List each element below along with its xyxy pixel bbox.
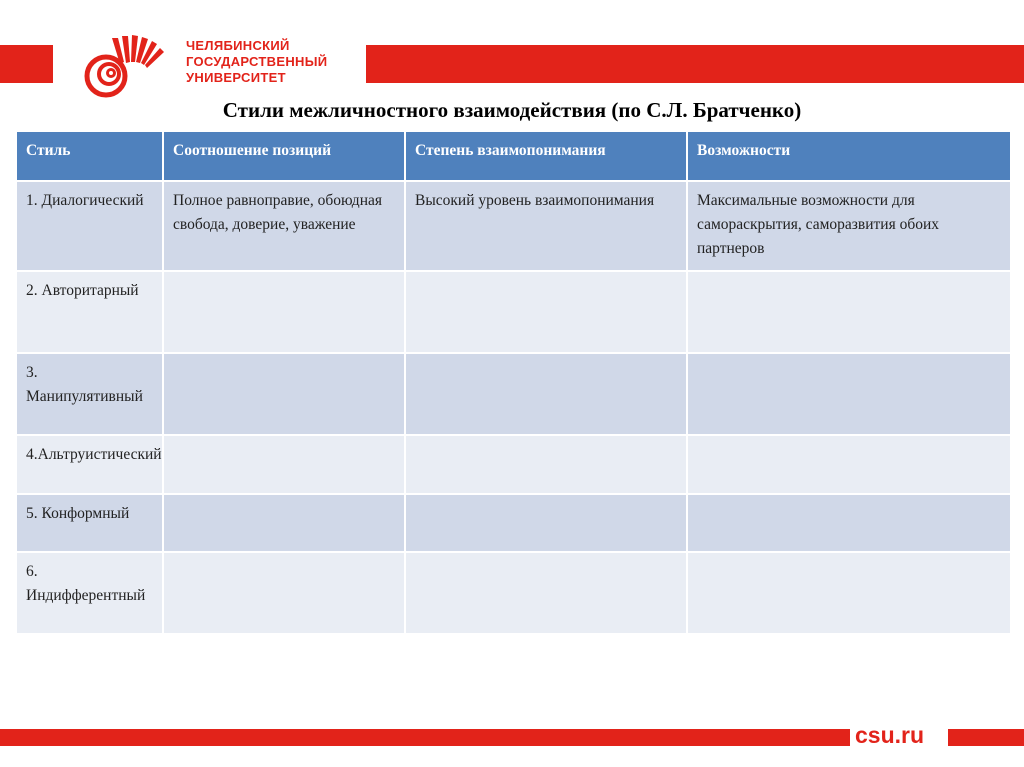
university-name-line-3: УНИВЕРСИТЕТ bbox=[186, 70, 286, 85]
table-row bbox=[17, 182, 1010, 270]
table-cell: 2. Авторитарный bbox=[17, 272, 162, 352]
table-row bbox=[17, 272, 1010, 352]
table-cell: Высокий уровень взаимопонимания bbox=[406, 182, 686, 270]
table-cell: 6. Индифферентный bbox=[17, 553, 162, 633]
top-red-bar-right bbox=[366, 45, 1024, 83]
table-header-row bbox=[17, 132, 1010, 180]
table-cell bbox=[688, 553, 1010, 633]
column-header-style: Стиль bbox=[17, 132, 162, 180]
table-row bbox=[17, 436, 1010, 493]
table-cell bbox=[164, 495, 404, 551]
column-header-possibilities: Возможности bbox=[688, 132, 1010, 180]
table-cell bbox=[164, 272, 404, 352]
bottom-red-bar-right bbox=[948, 729, 1024, 746]
table-cell bbox=[164, 553, 404, 633]
table-cell bbox=[406, 436, 686, 493]
site-url: csu.ru bbox=[855, 722, 925, 748]
university-name-line-1: ЧЕЛЯБИНСКИЙ bbox=[186, 38, 290, 53]
table-cell: 1. Диалогический bbox=[17, 182, 162, 270]
university-name bbox=[186, 38, 327, 86]
table-cell bbox=[164, 354, 404, 434]
table-row bbox=[17, 495, 1010, 551]
styles-table bbox=[15, 130, 1012, 635]
table-cell: Максимальные возможности для самораскрытия, саморазвития обоих партнеров bbox=[688, 182, 1010, 270]
table-cell bbox=[406, 495, 686, 551]
table-cell bbox=[406, 272, 686, 352]
column-header-positions: Соотношение позиций bbox=[164, 132, 404, 180]
table-cell: 5. Конформный bbox=[17, 495, 162, 551]
university-name-line-2: ГОСУДАРСТВЕННЫЙ bbox=[186, 54, 328, 69]
table-row bbox=[17, 553, 1010, 633]
top-red-bar-left bbox=[0, 45, 53, 83]
table-cell: 4.Альтруистический bbox=[17, 436, 162, 493]
university-logo-icon bbox=[82, 32, 174, 98]
table-cell bbox=[688, 272, 1010, 352]
table-cell bbox=[406, 354, 686, 434]
table-cell bbox=[164, 436, 404, 493]
table-row bbox=[17, 354, 1010, 434]
table-cell bbox=[688, 495, 1010, 551]
slide-title: Стили межличностного взаимодействия (по С.Л. Братченко) bbox=[222, 98, 802, 122]
bottom-red-bar-left bbox=[0, 729, 850, 746]
table-cell: 3. Манипулятивный bbox=[17, 354, 162, 434]
table-cell bbox=[688, 354, 1010, 434]
table-cell bbox=[406, 553, 686, 633]
table-cell: Полное равноправие, обоюдная свобода, доверие, уважение bbox=[164, 182, 404, 270]
table-cell bbox=[688, 436, 1010, 493]
column-header-understanding: Степень взаимопонимания bbox=[406, 132, 686, 180]
